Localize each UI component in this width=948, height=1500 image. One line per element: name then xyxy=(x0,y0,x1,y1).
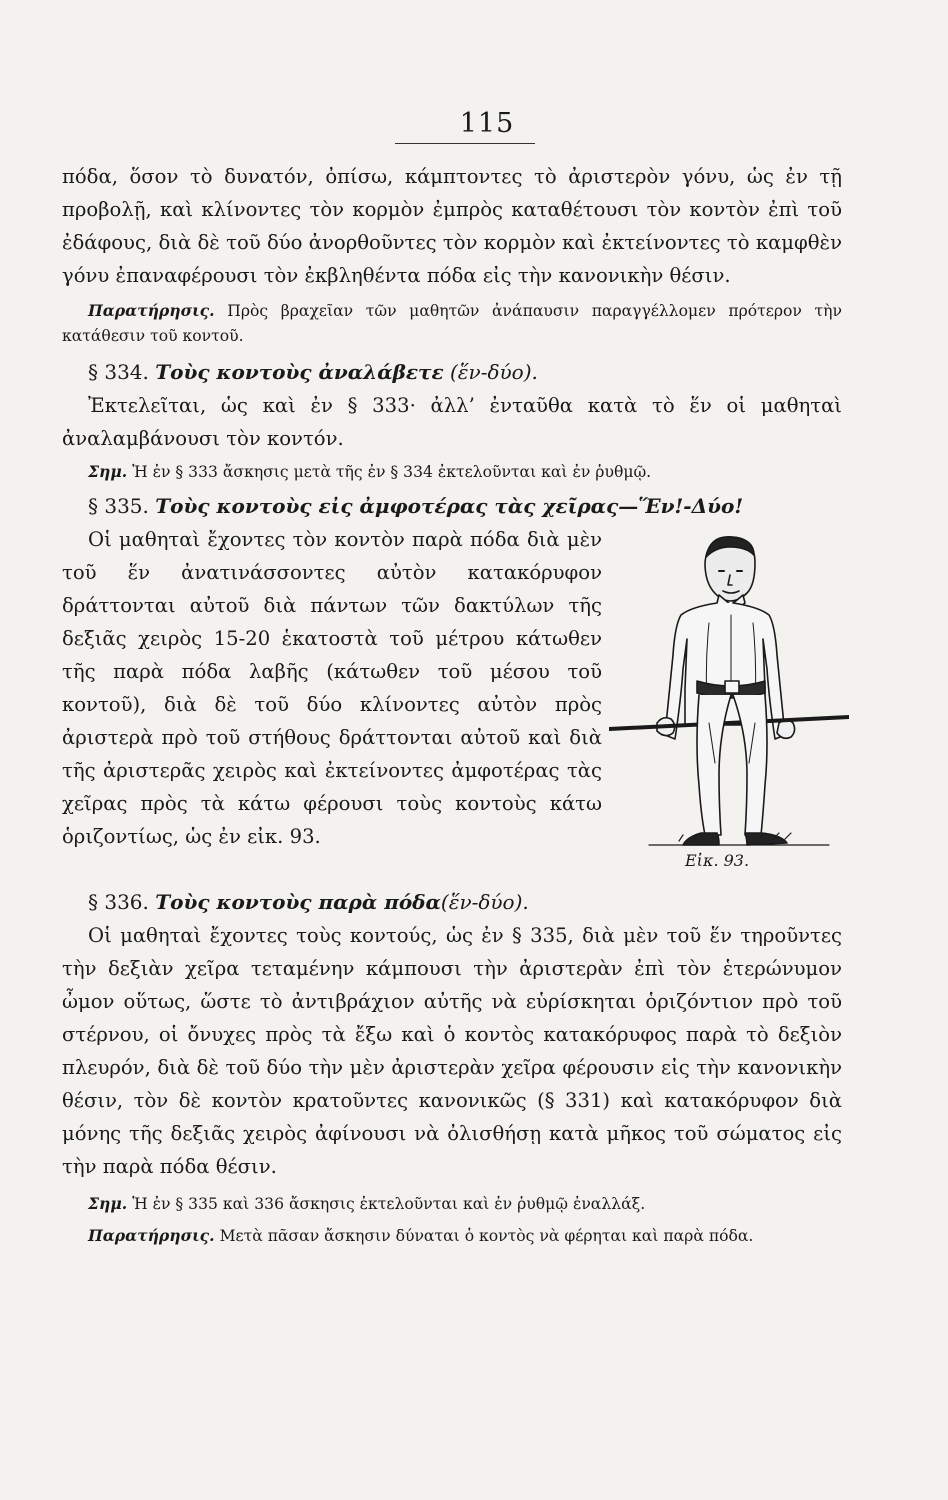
paragraph-continuation: πόδα, ὅσον τὸ δυνατόν, ὀπίσω, κάμπτοντες τὸ ἀριστερὸν γόνυ, ὡς ἐν τῇ προβολῇ, καὶ κλίνοντες τὸν κορμὸν ἐμπρὸς καταθέτουσι τὸν κοντὸν ἐπὶ τοῦ ἐδάφους, διὰ δὲ τοῦ δύο ἀνορθοῦντες τὸν κορμὸν καὶ ἐκτείνοντες τὸ καμφθὲν γόνυ ἐπαναφέρουσι τὸν ἐκβληθέντα πόδα εἰς τὴν κανονικὴν θέσιν. xyxy=(62,165,842,287)
book-page xyxy=(62,108,842,1249)
section-number: § 335. xyxy=(88,494,149,518)
note-text: Ἡ ἐν § 335 καὶ 336 ἄσκησις ἐκτελοῦνται καὶ ἐν ῥυθμῷ ἐναλλάξ. xyxy=(132,1195,646,1213)
section-title: Τοὺς κοντοὺς παρὰ πόδα xyxy=(155,890,441,914)
section-number: § 336. xyxy=(88,890,149,914)
note-text: Ἡ ἐν § 333 ἄσκησις μετὰ τῆς ἐν § 334 ἐκτελοῦνται καὶ ἐν ῥυθμῷ. xyxy=(132,463,652,481)
note-label: Σημ. xyxy=(88,462,128,481)
note-label: Παρατήρησις. xyxy=(88,1226,215,1245)
section-336-heading xyxy=(62,885,842,919)
section-334-heading xyxy=(62,355,842,389)
figure-93 xyxy=(609,523,849,883)
figure-man-holding-pole-illustration xyxy=(609,523,849,853)
section-title: Τοὺς κοντοὺς ἀναλάβετε xyxy=(155,360,444,384)
section-334-text: Ἐκτελεῖται, ὡς καὶ ἐν § 333· ἀλλ’ ἐνταῦθα κατὰ τὸ ἕν οἱ μαθηταὶ ἀναλαμβάνουσι τὸν κοντόν. xyxy=(62,394,842,450)
figure-caption: Εἰκ. 93. xyxy=(685,851,750,870)
section-336-text: Οἱ μαθηταὶ ἔχοντες τοὺς κοντούς, ὡς ἐν § 335, διὰ μὲν τοῦ ἕν τηροῦντες τὴν δεξιὰν χεῖρα τεταμένην κάμπουσι τὴν ἀριστερὰν ἐπὶ τὸν ἑτερώνυμον ὦμον οὕτως, ὥστε τὸ ἀντιβράχιον αὐτῆς νὰ εὑρίσκηται ὁριζόντιον πρὸ τοῦ στέρνου, οἱ ὄνυχες πρὸς τὰ ἔξω καὶ ὁ κοντὸς κατακόρυφος παρὰ τὸ δεξιὸν πλευρόν, διὰ δὲ τοῦ δύο τὴν μὲν ἀριστερὰν χεῖρα φέρουσιν εἰς τὴν κανονικὴν θέσιν, τὸν δὲ κοντὸν κρατοῦντες κανονικῶς (§ 331) καὶ κατακόρυφον διὰ μόνης τῆς δεξιᾶς χειρὸς ἀφίνουσι νὰ ὀλισθήσῃ κατὰ μῆκος τοῦ σώματος εἰς τὴν παρὰ πόδα θέσιν. xyxy=(62,924,842,1178)
note-observation-2 xyxy=(62,1223,842,1249)
note-label: Σημ. xyxy=(88,1194,128,1213)
section-number: § 334. xyxy=(88,360,149,384)
section-336-note xyxy=(62,1191,842,1217)
section-334-note xyxy=(62,459,842,485)
section-title: Τοὺς κοντοὺς εἰς ἀμφοτέρας τὰς χεῖρας— xyxy=(155,494,639,518)
section-command: Ἕν!-Δύο! xyxy=(638,494,744,518)
note-label: Παρατήρησις. xyxy=(88,301,215,320)
section-command: (ἕν-δύο). xyxy=(450,360,538,384)
note-text: Μετὰ πᾶσαν ἄσκησιν δύναται ὁ κοντὸς νὰ φέρηται καὶ παρὰ πόδα. xyxy=(219,1227,754,1245)
section-335-heading xyxy=(62,489,842,523)
note-text: Πρὸς βραχεῖαν τῶν μαθητῶν ἀνάπαυσιν παραγγέλλομεν πρότερον τὴν κατάθεσιν τοῦ κοντοῦ. xyxy=(62,302,842,345)
section-335-text: Οἱ μαθηταὶ ἔχοντες τὸν κοντὸν παρὰ πόδα διὰ μὲν τοῦ ἕν ἀνατινάσσοντες αὐτὸν κατακόρυφον δράττονται αὐτοῦ διὰ πάντων τῶν δακτύλων τῆς δεξιᾶς χειρὸς 15-20 ἑκατοστὰ τοῦ μέτρου κάτωθεν τῆς παρὰ πόδα λαβῆς (κάτωθεν τοῦ μέσου τοῦ κοντοῦ), διὰ δὲ τοῦ δύο κλίνοντες αὐτὸν πρὸς ἀριστερὰ πρὸ τοῦ στήθους δράττονται αὐτοῦ καὶ διὰ τῆς ἀριστερᾶς χειρὸς καὶ ἐκτείνοντες ἀμφοτέρας τὰς χεῖρας πρὸς τὰ κάτω φέρουσι τοὺς κοντοὺς κάτω ὁριζοντίως, ὡς ἐν εἰκ. 93. xyxy=(62,528,602,848)
section-335-block xyxy=(62,523,842,883)
section-command: (ἕν-δύο). xyxy=(440,890,529,914)
page-number: 115 xyxy=(459,108,515,139)
note-observation-1 xyxy=(62,298,842,349)
page-number-rule xyxy=(395,143,535,144)
